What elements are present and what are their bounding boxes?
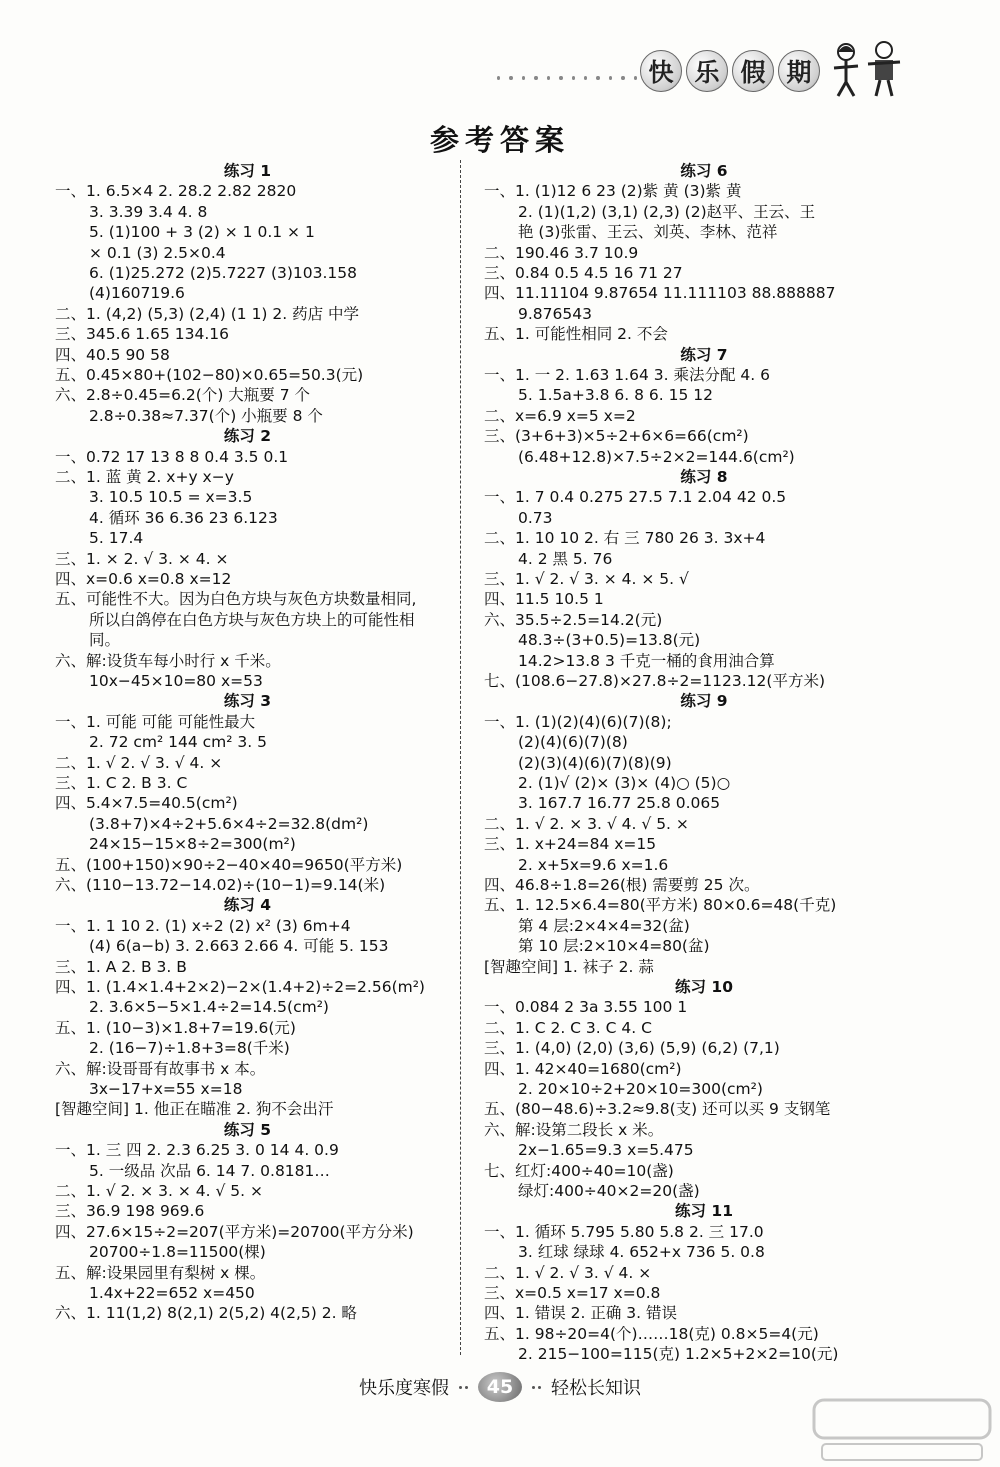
answer-line: 三、1. × 2. √ 3. × 4. × — [55, 549, 229, 568]
exercise-heading: 练习 2 — [223, 427, 272, 446]
answer-line: 四、1. 42×40=1680(cm²) — [484, 1059, 682, 1078]
exercise-heading: 练习 3 — [223, 692, 272, 711]
answer-line: 2. 20×10÷2+20×10=300(cm²) — [518, 1080, 763, 1098]
answer-line: 五、(100+150)×90÷2−40×40=9650(平方米) — [55, 855, 403, 874]
answer-line: 2. x+5x=9.6 x=1.6 — [518, 855, 669, 874]
answer-line: (2)(4)(6)(7)(8) — [518, 733, 628, 752]
answer-line: 一、1. (1)12 6 23 (2)紫 黄 (3)紫 黄 — [484, 182, 742, 201]
answer-line: [智趣空间] 1. 他正在瞄准 2. 狗不会出汗 — [55, 1100, 334, 1119]
answer-line: 六、解:设哥哥有故事书 x 本。 — [55, 1059, 266, 1078]
exercise-heading: 练习 9 — [680, 692, 728, 711]
answer-line: 2.8÷0.38≈7.37(个) 小瓶要 8 个 — [89, 406, 323, 425]
answer-line: 六、2.8÷0.45=6.2(个) 大瓶要 7 个 — [55, 386, 311, 405]
answer-line: 9.876543 — [518, 304, 592, 323]
answer-line: 二、1. (4,2) (5,3) (2,4) (1 1) 2. 药店 中学 — [55, 304, 360, 323]
exercise-heading: 练习 11 — [675, 1202, 733, 1221]
answer-line: 20700÷1.8=11500(棵) — [89, 1243, 266, 1262]
answer-line: 24×15−15×8÷2=300(m²) — [89, 835, 296, 854]
answer-line: (4) 6(a−b) 3. 2.663 2.66 4. 可能 5. 153 — [89, 937, 389, 956]
answer-line: 六、1. 11(1,2) 8(2,1) 2(5,2) 4(2,5) 2. 略 — [55, 1304, 357, 1323]
exercise-heading: 练习 1 — [223, 162, 272, 180]
answer-line: 三、1. C 2. B 3. C — [55, 774, 188, 792]
answer-line: 三、1. A 2. B 3. B — [55, 957, 187, 976]
answer-line: 3. 3.39 3.4 4. 8 — [89, 202, 208, 221]
answer-line: 所以白鸽停在白色方块与灰色方块上的可能性相 — [89, 610, 415, 629]
answer-line: (3.8+7)×4÷2+5.6×4÷2=32.8(dm²) — [89, 814, 369, 833]
answer-line: 二、190.46 3.7 10.9 — [484, 243, 639, 262]
answer-line: 48.3÷(3+0.5)=13.8(元) — [518, 631, 701, 650]
mascot-icon — [828, 40, 908, 100]
answer-line: 四、1. (1.4×1.4+2×2)−2×(1.4+2)÷2=2.56(m²) — [55, 978, 425, 996]
footer-right-text: 轻松长知识 — [551, 1378, 641, 1399]
answer-line: 三、36.9 198 969.6 — [55, 1202, 205, 1221]
answer-line: 5. (1)100 + 3 (2) × 1 0.1 × 1 — [89, 223, 315, 242]
banner-char: 假 — [732, 50, 774, 92]
answer-line: 一、1. (1)(2)(4)(6)(7)(8); — [484, 712, 672, 731]
answer-line: 三、345.6 1.65 134.16 — [55, 325, 229, 344]
answer-line: 一、1. 循环 5.795 5.80 5.8 2. 三 17.0 — [484, 1222, 764, 1241]
answer-line: 三、x=0.5 x=17 x=0.8 — [484, 1284, 661, 1302]
answer-line: 五、1. (10−3)×1.8+7=19.6(元) — [55, 1018, 296, 1037]
answer-line: 6. (1)25.272 (2)5.7227 (3)103.158 — [89, 264, 358, 282]
answer-line: 1.4x+22=652 x=450 — [89, 1284, 255, 1302]
exercise-heading: 练习 8 — [680, 468, 728, 486]
answer-line: 14.2>13.8 3 千克一桶的食用油合算 — [518, 651, 775, 670]
answer-line: 七、红灯:400÷40=10(盏) — [484, 1161, 674, 1180]
answer-line: 5. 一级品 次品 6. 14 7. 0.8181… — [89, 1161, 330, 1180]
answer-line: 三、(3+6+3)×5÷2+6×6=66(cm²) — [484, 427, 749, 446]
exercise-heading: 练习 6 — [680, 162, 728, 180]
exercise-heading: 练习 7 — [680, 345, 728, 364]
page-number: 45 — [478, 1372, 522, 1402]
answer-line: 2x−1.65=9.3 x=5.475 — [518, 1141, 694, 1160]
answer-line: 3. 167.7 16.77 25.8 0.065 — [518, 794, 721, 813]
answer-line: (6.48+12.8)×7.5÷2×2=144.6(cm²) — [518, 447, 795, 466]
answer-line: 二、1. √ 2. √ 3. √ 4. × — [484, 1263, 652, 1282]
answer-line: 四、11.5 10.5 1 — [484, 590, 604, 609]
holiday-banner — [640, 50, 820, 92]
banner-char: 乐 — [686, 50, 728, 92]
footer-left-text: 快乐度寒假 — [359, 1378, 449, 1399]
answer-line: 2. (16−7)÷1.8+3=8(千米) — [89, 1039, 290, 1058]
answer-line: 四、46.8÷1.8=26(根) 需要剪 25 次。 — [484, 876, 760, 894]
answer-line: 一、1. 可能 可能 可能性最大 — [55, 712, 256, 731]
answer-line: 4. 循环 36 6.36 23 6.123 — [89, 508, 278, 527]
answer-line: 六、解:设第二段长 x 米。 — [484, 1120, 664, 1139]
answer-line: 三、1. x+24=84 x=15 — [484, 835, 657, 854]
exercise-heading: 练习 5 — [223, 1120, 272, 1139]
answer-line: 一、1. 7 0.4 0.275 27.5 7.1 2.04 42 0.5 — [484, 488, 787, 507]
watermark-logo — [812, 1398, 992, 1464]
answer-line: 0.73 — [518, 508, 553, 527]
answer-line: 四、40.5 90 58 — [55, 345, 170, 364]
answer-line: 五、(80−48.6)÷3.2≈9.8(支) 还可以买 9 支钢笔 — [484, 1100, 831, 1119]
answer-line: 二、1. √ 2. × 3. √ 4. √ 5. × — [484, 814, 689, 833]
answer-line: × 0.1 (3) 2.5×0.4 — [89, 243, 226, 262]
answer-line: 3. 10.5 10.5 = x=3.5 — [89, 488, 253, 507]
answer-line: 五、可能性不大。因为白色方块与灰色方块数量相同, — [55, 590, 417, 609]
answer-line: 10x−45×10=80 x=53 — [89, 672, 263, 690]
answer-line: 第 10 层:2×10×4=80(盆) — [518, 937, 710, 956]
answer-line: 七、(108.6−27.8)×27.8÷2=1123.12(平方米) — [484, 672, 825, 690]
answer-line: 二、1. C 2. C 3. C 4. C — [484, 1018, 652, 1037]
answer-line: 二、1. 10 10 2. 右 三 780 26 3. 3x+4 — [484, 529, 766, 548]
header-dots — [497, 73, 637, 83]
exercise-heading: 练习 10 — [675, 978, 733, 996]
answer-line: 一、0.72 17 13 8 8 0.4 3.5 0.1 — [55, 447, 289, 466]
answer-line: 五、1. 98÷20=4(个)……18(克) 0.8×5=4(元) — [484, 1324, 819, 1343]
answer-line: 五、0.45×80+(102−80)×0.65=50.3(元) — [55, 366, 364, 384]
answer-line: 3x−17+x=55 x=18 — [89, 1080, 243, 1098]
answer-line: 2. (1)√ (2)× (3)× (4)○ (5)○ — [518, 774, 731, 792]
answer-line: 绿灯:400÷40×2=20(盏) — [518, 1182, 700, 1200]
answer-line: 四、x=0.6 x=0.8 x=12 — [55, 570, 232, 588]
answer-line: 五、1. 可能性相同 2. 不会 — [484, 325, 668, 344]
answer-line: 六、35.5÷2.5=14.2(元) — [484, 610, 663, 629]
footer-dots — [532, 1386, 541, 1389]
answer-line: (4)160719.6 — [89, 284, 185, 303]
answer-line: 3. 红球 绿球 4. 652+x 736 5. 0.8 — [518, 1243, 765, 1262]
answer-line: 2. 215−100=115(克) 1.2×5+2×2=10(元) — [518, 1345, 839, 1364]
answer-line: 四、27.6×15÷2=207(平方米)=20700(平方分米) — [55, 1222, 414, 1241]
answer-line: 二、1. √ 2. × 3. × 4. √ 5. × — [55, 1182, 264, 1200]
answer-line: 一、1. 6.5×4 2. 28.2 2.82 2820 — [55, 182, 297, 201]
answer-line: 三、1. (4,0) (2,0) (3,6) (5,9) (6,2) (7,1) — [484, 1039, 780, 1058]
answer-line: 五、1. 12.5×6.4=80(平方米) 80×0.6=48(千克) — [484, 896, 837, 915]
answer-line: 六、解:设货车每小时行 x 千米。 — [55, 651, 281, 670]
column-divider — [460, 160, 461, 1355]
answer-line: [智趣空间] 1. 袜子 2. 蒜 — [484, 957, 654, 976]
footer-dots — [459, 1386, 468, 1389]
answer-line: 一、0.084 2 3a 3.55 100 1 — [484, 998, 688, 1017]
banner-char: 期 — [778, 50, 820, 92]
answer-line: 一、1. 三 四 2. 2.3 6.25 3. 0 14 4. 0.9 — [55, 1141, 339, 1160]
answer-line: 二、1. √ 2. √ 3. √ 4. × — [55, 753, 223, 772]
answer-line: 4. 2 黑 5. 76 — [518, 549, 613, 568]
answer-line: 五、解:设果园里有梨树 x 棵。 — [55, 1263, 266, 1282]
answer-line: 2. 3.6×5−5×1.4÷2=14.5(cm²) — [89, 998, 329, 1017]
answer-line: 一、1. 一 2. 1.63 1.64 3. 乘法分配 4. 6 — [484, 366, 770, 384]
answer-line: 四、5.4×7.5=40.5(cm²) — [55, 794, 238, 813]
answer-line: 一、1. 1 10 2. (1) x÷2 (2) x² (3) 6m+4 — [55, 916, 351, 935]
answer-line: 四、1. 错误 2. 正确 3. 错误 — [484, 1304, 678, 1323]
exercise-heading: 练习 4 — [223, 896, 272, 915]
answer-line: (2)(3)(4)(6)(7)(8)(9) — [518, 753, 672, 772]
banner-char: 快 — [640, 50, 682, 92]
answer-line: 二、1. 蓝 黄 2. x+y x−y — [55, 468, 234, 486]
answer-line: 5. 17.4 — [89, 529, 144, 548]
answer-line: 四、11.11104 9.87654 11.111103 88.888887 — [484, 284, 836, 303]
answer-line: 2. (1)(1,2) (3,1) (2,3) (2)赵平、王云、王 — [518, 202, 816, 221]
page-title: 参考答案 — [429, 123, 570, 157]
answer-line: 二、x=6.9 x=5 x=2 — [484, 406, 636, 425]
answer-line: 2. 72 cm² 144 cm² 3. 5 — [89, 733, 267, 752]
answer-line: 三、1. √ 2. √ 3. × 4. × 5. √ — [484, 570, 689, 588]
answer-line: 第 4 层:2×4×4=32(盆) — [518, 916, 690, 935]
answer-line: 三、0.84 0.5 4.5 16 71 27 — [484, 264, 683, 282]
answer-line: 5. 1.5a+3.8 6. 8 6. 15 12 — [518, 386, 714, 405]
answer-line: 艳 (3)张雷、王云、刘英、李林、范祥 — [518, 223, 778, 242]
answer-line: 同。 — [89, 631, 121, 650]
answer-line: 六、(110−13.72−14.02)÷(10−1)=9.14(米) — [55, 876, 386, 894]
